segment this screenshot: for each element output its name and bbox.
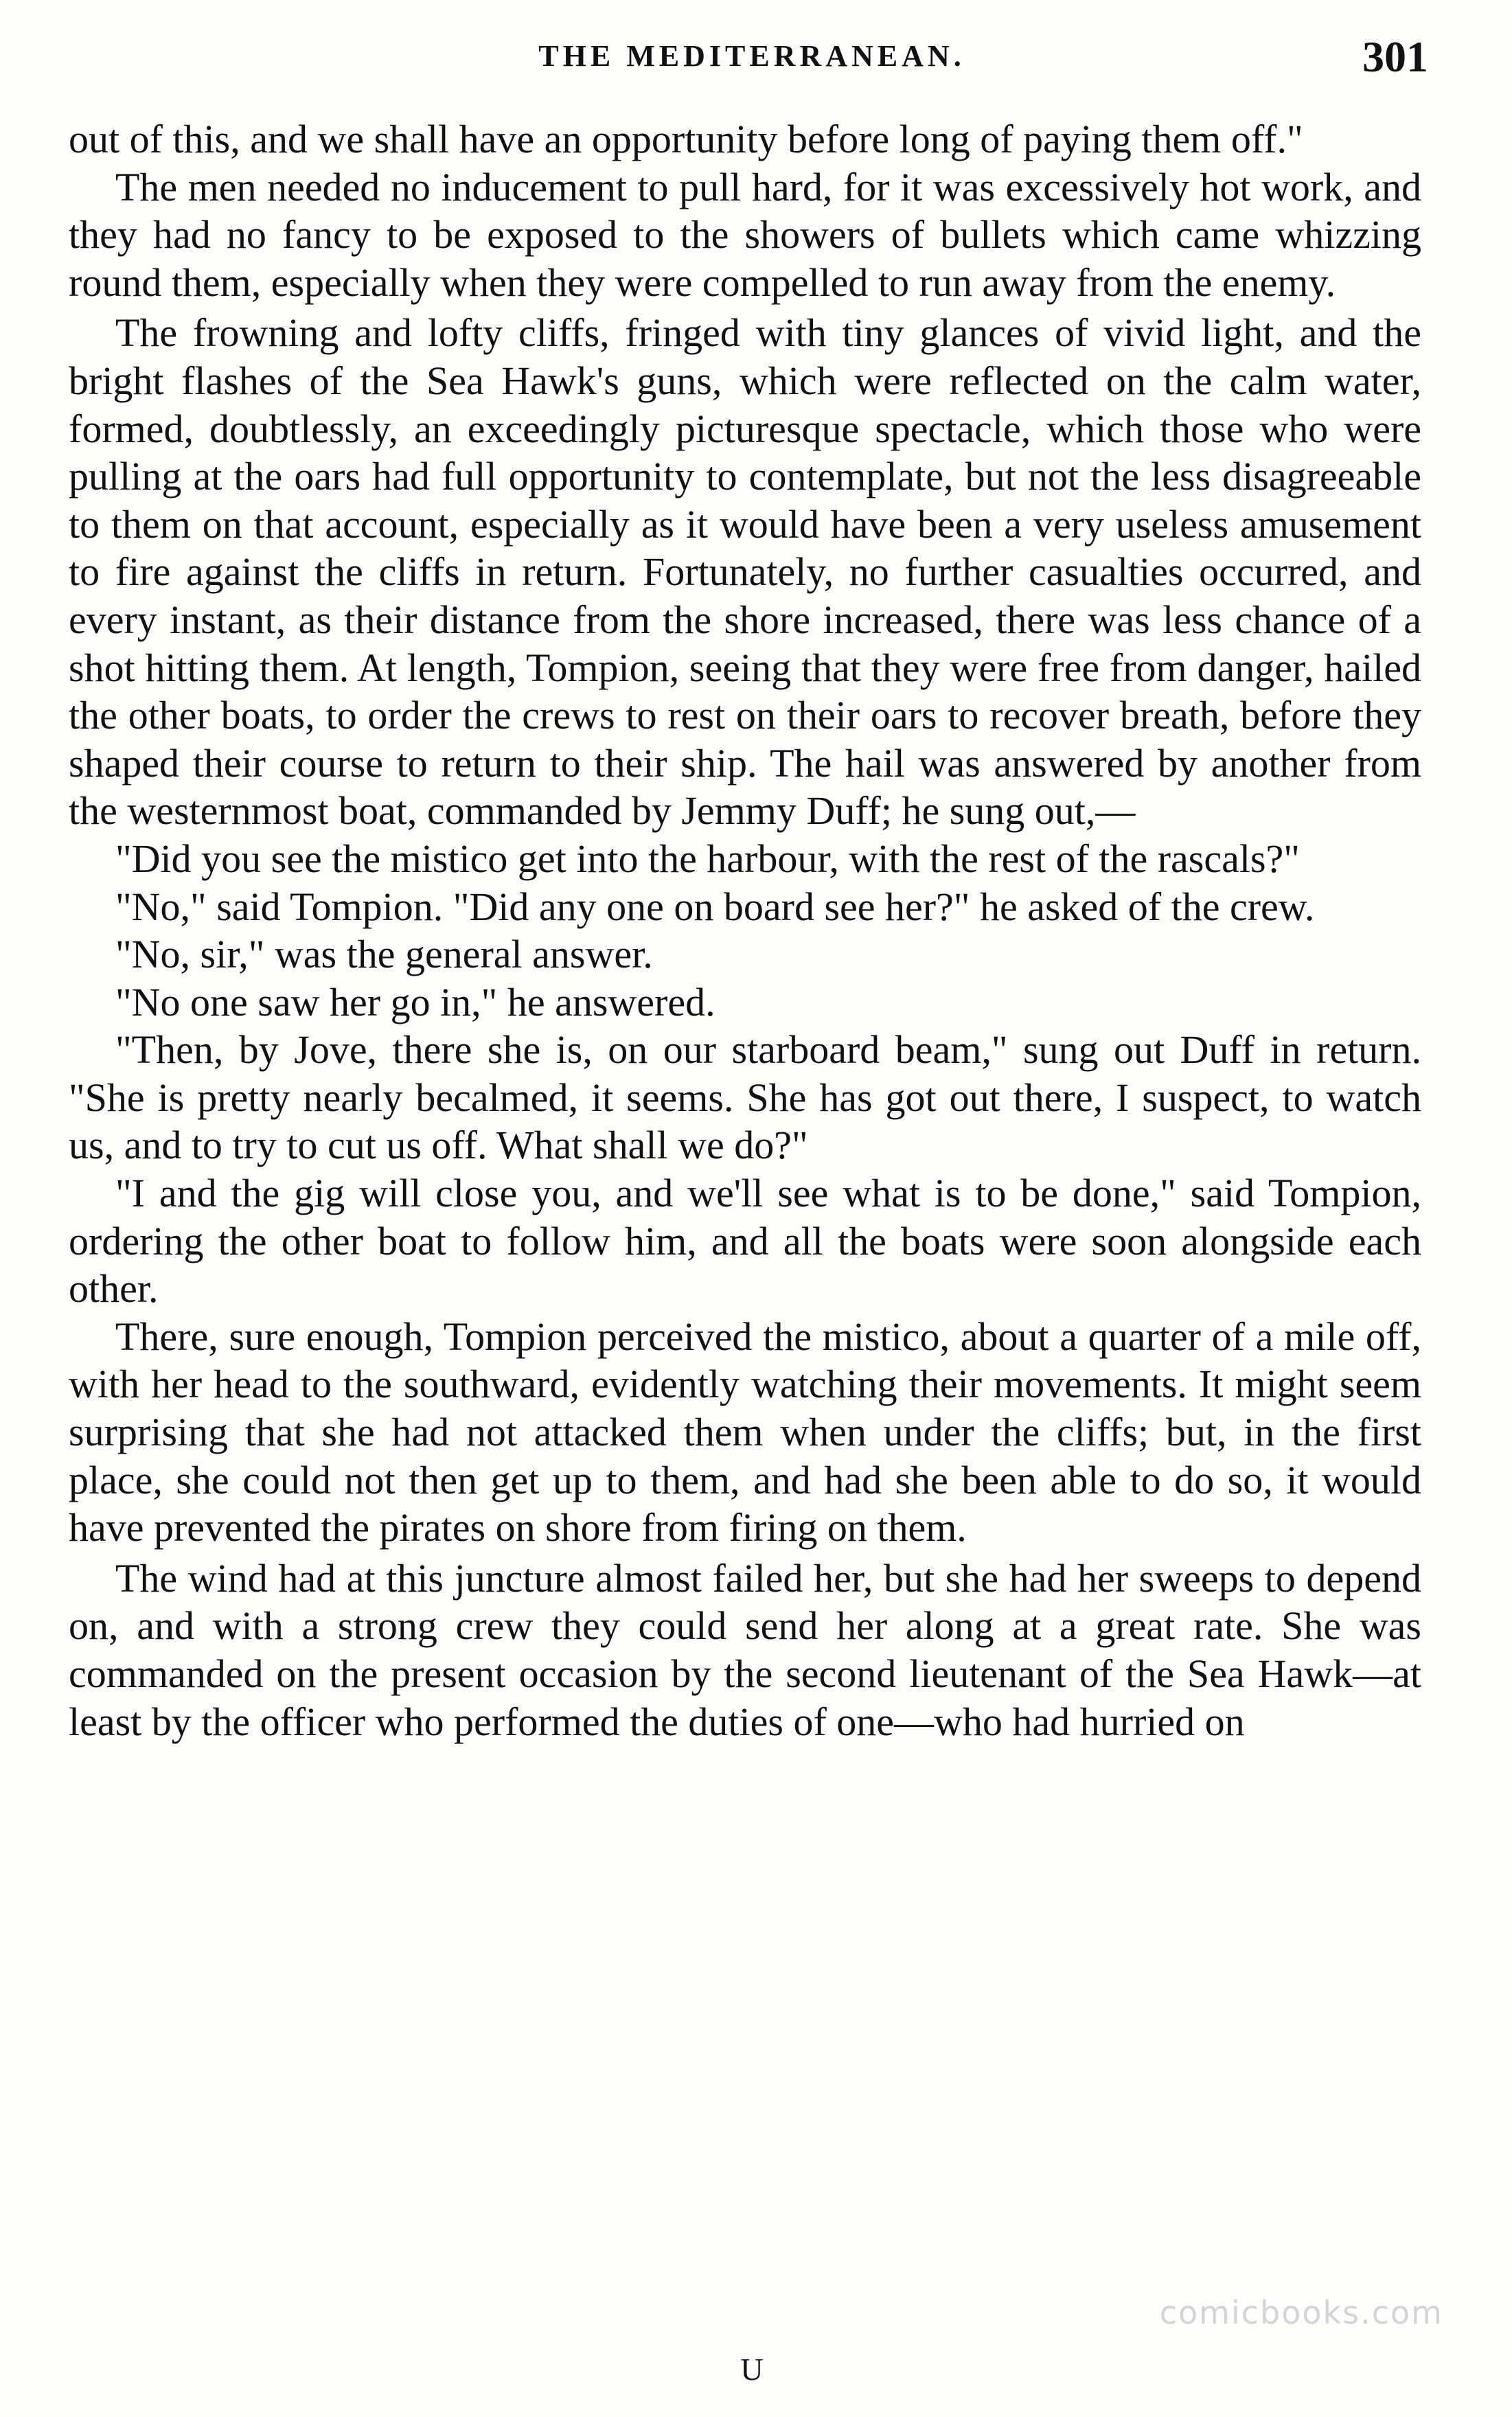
paragraph: The wind had at this juncture almost failed her, but she had her sweeps to depend on, and with a strong crew they could send her along at a great rate. She was commanded on the present occasion by the second lieutenant of the Sea Hawk—at least by the officer who performed the duties of one—who had hurried on [69, 1555, 1421, 1744]
paragraph: out of this, and we shall have an opportunity before long of paying them off." [69, 117, 1303, 161]
paragraph: "Then, by Jove, there she is, on our starboard beam," sung out Duff in return. "She is pretty nearly becalmed, it seems. She has got out there, I suspect, to watch us, and to try to cut us off. What shall we do?" [69, 1027, 1421, 1168]
paragraph: "Did you see the mistico get into the harbour, with the rest of the rascals?" [115, 836, 1300, 881]
paragraph: The frowning and lofty cliffs, fringed with tiny glances of vivid light, and the bright flashes of the Sea Hawk's guns, which were reflected on the calm water, formed, doubtlessly, an exceedingly picturesque spectacle, which those who were pulling at the oars had full opportunity to contemplate, but not the less disagreeable to them on that account, especially as it would have been a very useless amusement to fire against the cliffs in return. Fortunately, no further casualties occurred, and every instant, as their distance from the shore increased, there was less chance of a shot hitting them. At length, Tompion, seeing that they were free from danger, hailed the other boats, to order the crews to rest on their oars to recover breath, before they shaped their course to return to their ship. The hail was answered by another from the westernmost boat, commanded by Jemmy Duff; he sung out,— [69, 310, 1421, 834]
paragraph: There, sure enough, Tompion perceived the mistico, about a quarter of a mile off, with her head to the southward, evidently watching their movements. It might seem surprising that she had not attacked them when under the cliffs; but, in the first place, she could not then get up to them, and had she been able to do so, it would have prevented the pirates on shore from firing on them. [69, 1314, 1421, 1550]
body-text [69, 115, 1421, 1745]
running-title: THE MEDITERRANEAN. [538, 39, 965, 73]
page-number: 301 [1362, 32, 1428, 81]
paragraph: "No," said Tompion. "Did any one on board see her?" he asked of the crew. [115, 884, 1315, 929]
running-head [69, 32, 1435, 93]
signature-mark: U [740, 2352, 764, 2387]
paragraph: The men needed no inducement to pull hard, for it was excessively hot work, and they had no fancy to be exposed to the showers of bullets which came whizzing round them, especially when they were compelled to run away from the enemy. [69, 164, 1421, 305]
paragraph: "No, sir," was the general answer. [115, 932, 653, 977]
paragraph: "I and the gig will close you, and we'll see what is to be done," said Tompion, ordering the other boat to follow him, and all the boats were soon alongside each other. [69, 1171, 1421, 1311]
book-page [69, 27, 1435, 2387]
paragraph: "No one saw her go in," he answered. [115, 979, 715, 1024]
watermark: comicbooks.com [1159, 2294, 1443, 2331]
